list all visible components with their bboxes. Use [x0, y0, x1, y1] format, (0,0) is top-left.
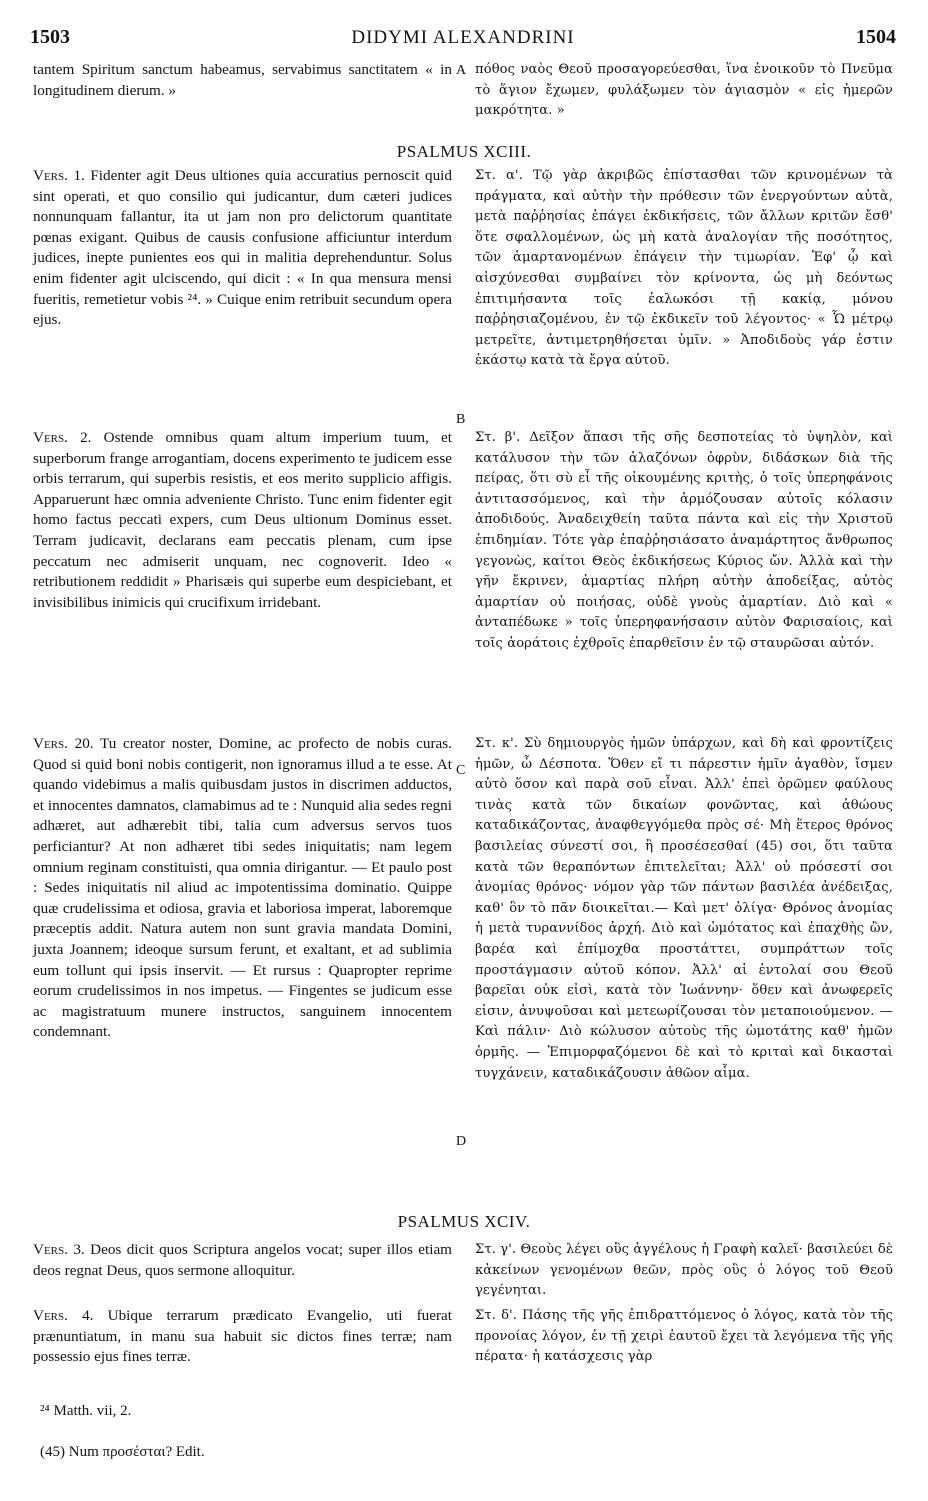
verse-text: Τῷ γὰρ ἀκριβῶς ἐπίστασθαι τῶν κρινομένων τὰ πράγματα, καὶ αὐτὴν τὴν πρόθεσιν τῶν ἐνεργούντων αὐτὰ, μετὰ παῤῥησίας ἐπάγει ἐκδικήσεις, τῶν ἄλλων κριτῶν ἔσθ' ὅτε σφαλλομένων, ὡς μὴ κατὰ ἀναλογίαν τῆς ποσότητος, τῶν ἁμαρτανομένων ἐπάγειν τὴν τιμωρίαν. Ἐφ' ᾧ καὶ αἰσχύνεσθαι συμβαίνει τὸν κρίνοντα, ὡς μὴ δεόντως ἐπιτιμήσαντα τοῖς ἑαλωκόσι τῇ κακίᾳ, μόνου παῤῥησιαζομένου, ἐν τῷ ἐκδικεῖν τοῦ λέγοντος· « Ὧ μέτρῳ μετρεῖτε, ἀντιμετρηθήσεται ὑμῖν. » Ἀποδιδοὺς γάρ ἐστιν ἑκάστῳ κατὰ τὰ ἔργα αὐτοῦ. [475, 168, 893, 369]
margin-letter-d: D [456, 1134, 467, 1149]
verse-text: Ubique terrarum prædicato Evangelio, uti fuerat prænuntiatum, in manu sua habuit sic dictos fines terræ; nam possessio ejus fines terræ. [33, 1307, 452, 1366]
verse-label: Vers. 1. [33, 167, 85, 184]
verse-text: Deos dicit quos Scriptura angelos vocat; super illos etiam deos regnat Deus, quos sermone alloquitur. [33, 1241, 452, 1279]
psalm-heading-xciii: PSALMUS XCIII. [396, 142, 532, 161]
latin-verse-3 [33, 1240, 452, 1281]
greek-verse-3 [475, 1240, 893, 1302]
verse-label: Στ. α'. [475, 168, 523, 183]
verse-text: Θεοὺς λέγει οὓς ἀγγέλους ἡ Γραφὴ καλεῖ· βασιλεύει δὲ κἀκείνων γενομένων θεῶν, πρὸς οὓς ὁ λόγος τοῦ Θεοῦ γεγένηται. [475, 1242, 893, 1299]
opening-latin: tantem Spiritum sanctum habeamus, servabimus sanctitatem « in longitudinem dierum. » [33, 61, 452, 99]
verse-label: Στ. β'. [475, 430, 521, 445]
opening-greek: πόθος ναὸς Θεοῦ προσαγορεύεσθαι, ἵνα ἐνοικοῦν τὸ Πνεῦμα τὸ ἅγιον ἔχωμεν, φυλάξωμεν τὸν ἁγιασμὸν « εἰς ἡμερῶν μακρότητα. » [475, 62, 893, 119]
greek-verse-2 [475, 428, 893, 655]
verse-label: Vers. 3. [33, 1241, 85, 1258]
greek-verse-4 [475, 1306, 893, 1368]
verse-label: Vers. 2. [33, 429, 92, 446]
latin-verse-1 [33, 166, 452, 331]
verse-text: Ostende omnibus quam altum imperium tuum, et superborum frange arrogantiam, docens experimento te judicem esse orbis terrarum, qui superbis resistis, et eos merito supplicio affigis. Apparuerunt hæc omnia adveniente Christo. Tunc enim fidenter egit homo factus peccati expers, cum Deus ultionum Dominus esset. Terram judicavit, declarans eam peccatis plenam, cum ipse peccatum nec admiserit unquam, nec cognoverit. Ideo « retributionem reddidit » Pharisæis qui superbe eum despiciebant, et invisibilibus inimicis qui crucifixum irridebant. [33, 429, 452, 611]
latin-verse-4 [33, 1306, 452, 1368]
latin-verse-20 [33, 734, 452, 1043]
margin-letter-a: A [456, 63, 467, 78]
verse-text: Σὺ δημιουργὸς ἡμῶν ὑπάρχων, καὶ δὴ καὶ φροντίζεις ἡμῶν, ὦ Δέσποτα. Ὅθεν εἴ τι πάρεστιν ἡμῖν ἀγαθὸν, ἴσμεν αὐτὸ ὅσον καὶ παρὰ σοῦ εἶναι. Ἀλλ' ἐπεὶ ὁρῶμεν φαύλους τινὰς κατὰ τῶν δικαίων φονῶντας, καὶ ἀθώους καταδικάζοντας, ἀναφθεγγόμεθα πρὸς σέ· Μὴ ἕτερος θρόνος βασιλείας σύνεστί σοι, ἢ προσέσεσθαί (45) σοι, ὅτι ταῦτα κατὰ τῶν θεραπόντων ἐπιτελεῖται; Ἀλλ' οὐ πρόσεστί σοι ἀνομίας θρόνος· νόμον γὰρ τῶν πάντων βασιλέα ἀνέδειξας, καθ' ὃν τὸ πᾶν διοικεῖται.— Καὶ μετ' ὀλίγα· Θρόνος ἀνομίας ἡ μετὰ τυραννίδος ἀρχή. Διὸ καὶ ὠμότατος καὶ ἐπαχθὴς ὢν, βαρέα καὶ ἐπίμοχθα προστάττει, συμπράττων τοῖς προστάγμασιν αὐτοῦ κόπον. Ἀλλ' αἱ ἐντολαί σου Θεοῦ βαρεῖαι οὐκ εἰσὶ, κατὰ τὸν Ἰωάννην· ὅθεν καὶ ἀνωφερεῖς εἰσιν, ἀνυψοῦσαι καὶ μετεωρίζουσαι τὸν μεταποιούμενον. — Καὶ πάλιν· Διὸ κώλυσον αὐτοὺς τῆς ὠμοτάτης καθ' ἡμῶν ὁρμῆς. — Ἐπιμορφαζόμενοι δὲ καὶ τὸ κριταὶ καὶ δικασταὶ τυγχάνειν, καταδικάζουσιν ἀθῶον αἷμα. [475, 736, 893, 1081]
greek-verse-1 [475, 166, 893, 372]
footnote-editor: (45) Num προσέσται? Edit. [40, 1444, 205, 1460]
psalm-heading-xciv: PSALMUS XCIV. [397, 1212, 531, 1231]
margin-letter-c: C [456, 763, 466, 778]
verse-label: Στ. δ'. [475, 1308, 518, 1323]
verse-text: Tu creator noster, Domine, ac profecto de nobis curas. Quod si quid boni nobis contigerit, non ignoramus illud a te esse. At quando videbimus a malis quibusdam justos in discrimen adductos, et innocentes damnatos, clamabimus ad te : Nunquid alia sedes regni adhæret, aut adhærebit tibi, talia cum adversus servos tuos perficiantur? At non adhæret tibi sedes iniquitatis; nam legem omnium reginam constituisti, qua omnia dirigantur. — Et paulo post : Sedes iniquitatis nil aliud ac impotentissima dominatio. Quippe quæ crudelissima et odiosa, gravia et laboriosa imperat, laboremque præceptis addit. Natura autem non sunt gravia mandata Domini, juxta Joannem; ideoque sursum ferunt, et exaltant, et ad sublimia eum tollunt qui ipsis inservit. — Et rursus : Quapropter reprime eorum crudelissimos in nos impetus. — Fingentes se judicum esse ac magistratuum munere instructos, sanguinem innocentem condemnant. [33, 735, 452, 1041]
page-number-right: 1504 [856, 26, 896, 48]
page-number-left: 1503 [30, 26, 70, 48]
running-title: DIDYMI ALEXANDRINI [351, 27, 575, 48]
verse-label: Vers. 20. [33, 735, 94, 752]
margin-letter-b: B [456, 412, 466, 427]
latin-verse-2 [33, 428, 452, 613]
verse-label: Στ. κ'. [475, 736, 519, 751]
greek-verse-20 [475, 734, 893, 1084]
verse-text: Δεῖξον ἅπασι τῆς σῆς δεσποτείας τὸ ὑψηλὸν, καὶ κατάλυσον τὴν τῶν ἀλαζόνων ὀφρὺν, διδάσκων διὰ τῆς πείρας, ὅτι σὺ εἶ τῆς οἰκουμένης κριτὴς, ὁ τοῖς ὑπερηφάνοις ἀντιτασσόμενος, καὶ τὴν ἁρμόζουσαν αὐτοῖς κόλασιν ἀποδιδούς. Ἀναδειχθείη ταῦτα πάντα καὶ εἰς τὴν Χριστοῦ ἐπιδημίαν. Τότε γὰρ ἐπαῤῥησιάσατο ἀναμάρτητος ἄνθρωπος γεγονὼς, καίτοι Θεὸς ἐκδικήσεως Κύριος ὤν. Ἀλλὰ καὶ τὴν γῆν ἔκρινεν, ἁμαρτίας πλήρη αὐτὴν ἀποδείξας, αὐτὸς ἁμαρτίαν οὐ ποιήσας, οὐδὲ γνοὺς ἁμαρτίαν. Διὸ καὶ « ἀνταπέδωκε » τοῖς ὑπερηφανήσασιν αὐτὸν Φαρισαίοις, καὶ τοῖς ἀοράτοις ἐχθροῖς ἐπαρθεῖσιν ἐν τῷ σταυρῶσαι αὐτόν. [475, 430, 894, 651]
verse-text: Fidenter agit Deus ultiones quia accuratius pernoscit quid sint operati, et quo consilio qui judicantur, dum cæteri judices nonnunquam fallantur, ita ut jam non pro delictorum quantitate pœnas exigant. Quibus de causis confusione afficiuntur interdum judices, inepte punientes eos qui in malitia deprehenduntur. Solus enim fidenter agit ulciscendo, qui dicit : « In qua mensura mensi fueritis, remetietur vobis ²⁴. » Cuique enim retribuit secundum opera ejus. [33, 167, 452, 329]
footnote-matthew: ²⁴ Matth. vii, 2. [40, 1403, 132, 1419]
verse-label: Vers. 4. [33, 1307, 94, 1324]
verse-text: Πάσης τῆς γῆς ἐπιδραττόμενος ὁ λόγος, κατὰ τὸν τῆς προνοίας λόγον, ἐν τῇ χειρὶ ἑαυτοῦ ἔχει τὰ λεγόμενα τῆς γῆς πέρατα· ἡ κατάσχεσις γὰρ [475, 1308, 893, 1365]
verse-label: Στ. γ'. [475, 1242, 517, 1257]
page-header [30, 26, 896, 54]
